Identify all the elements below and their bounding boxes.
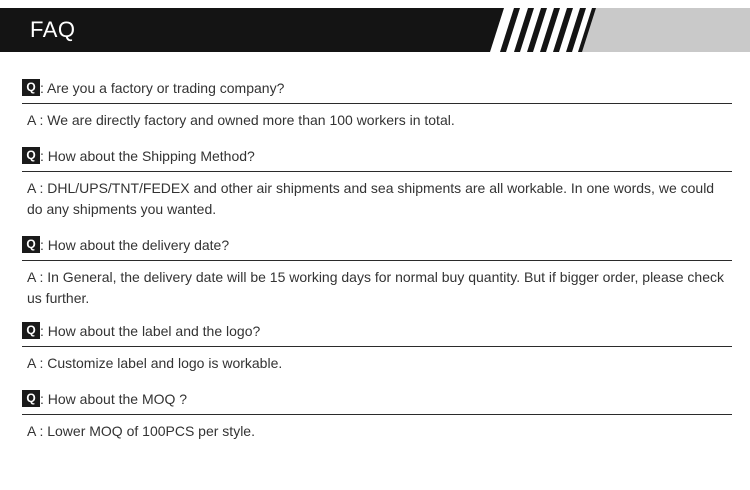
question-marker-icon: Q <box>22 322 40 339</box>
banner-stripes-graphic <box>0 8 750 52</box>
faq-question-row <box>22 145 732 172</box>
faq-item <box>22 234 732 309</box>
faq-item <box>22 77 732 131</box>
faq-question: : How about the delivery date? <box>40 237 230 253</box>
faq-item <box>22 388 732 442</box>
faq-question: : Are you a factory or trading company? <box>40 80 285 96</box>
faq-question-row <box>22 234 732 261</box>
faq-answer: A : Lower MOQ of 100PCS per style. <box>27 423 255 439</box>
faq-question: : How about the MOQ ? <box>40 391 188 407</box>
faq-item <box>22 145 732 220</box>
faq-answer: A : DHL/UPS/TNT/FEDEX and other air shipments and sea shipments are all workable. In one words, we could do any shipments you wanted. <box>27 180 715 217</box>
faq-banner <box>0 8 750 52</box>
page-title: FAQ <box>30 17 76 42</box>
question-marker-icon: Q <box>22 79 40 96</box>
question-marker-icon: Q <box>22 147 40 164</box>
question-marker-icon: Q <box>22 236 40 253</box>
faq-question-row <box>22 77 732 104</box>
faq-question-row <box>22 320 732 347</box>
faq-question-row <box>22 388 732 415</box>
faq-answer: A : We are directly factory and owned more than 100 workers in total. <box>27 112 455 128</box>
faq-item <box>22 320 732 374</box>
faq-question: : How about the Shipping Method? <box>40 148 255 164</box>
faq-question: : How about the label and the logo? <box>40 323 261 339</box>
faq-answer: A : Customize label and logo is workable. <box>27 355 283 371</box>
faq-answer: A : In General, the delivery date will be 15 working days for normal buy quantity. But if bigger order, please check us further. <box>27 269 725 306</box>
question-marker-icon: Q <box>22 390 40 407</box>
